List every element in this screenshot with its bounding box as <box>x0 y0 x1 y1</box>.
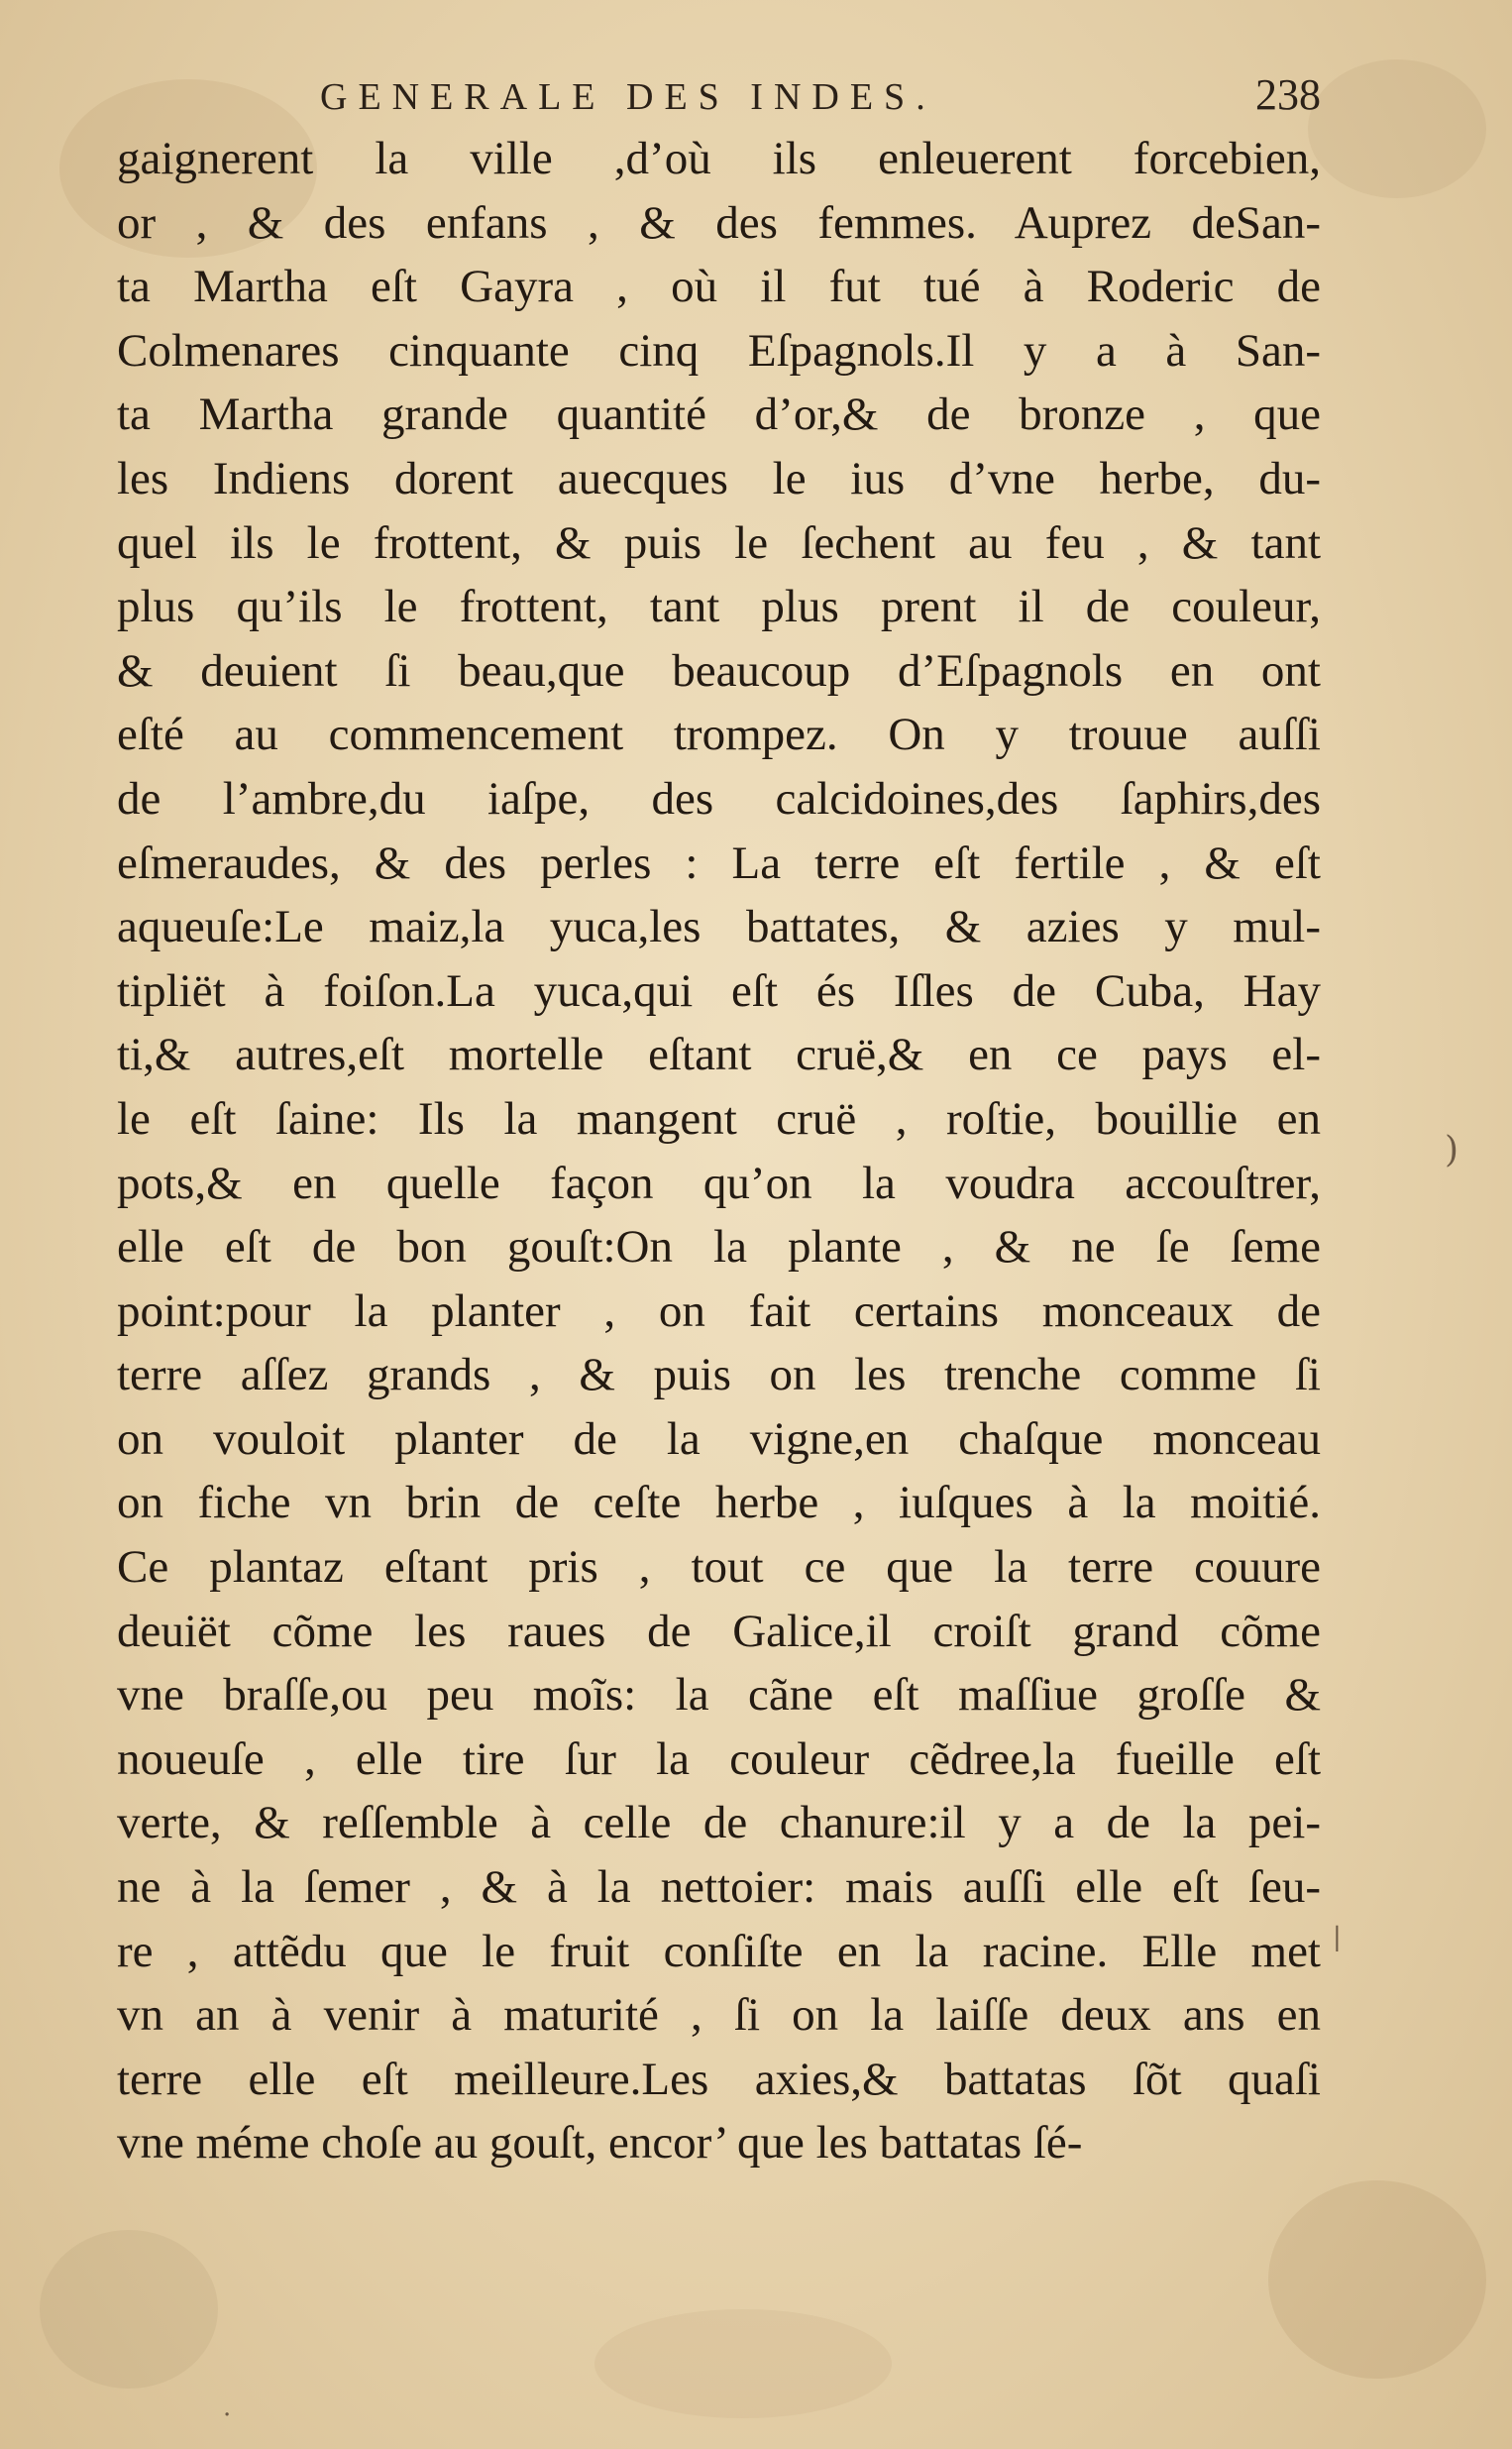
text-line: le eſt ſaine: Ils la mangent cruë , roſtie, bouillie en <box>117 1092 1321 1145</box>
text-line: terre elle eſt meilleure.Les axies,& battatas ſõt quaſi <box>117 2053 1321 2105</box>
text-line: plus qu’ils le frottent, tant plus prent il de couleur, <box>117 581 1321 633</box>
text-line: ta Martha eſt Gayra , où il fut tué à Roderic de <box>117 261 1321 313</box>
margin-mark: ) <box>1445 1130 1459 1170</box>
text-line: quel ils le frottent, & puis le ſechent au feu , & tant <box>117 516 1321 569</box>
text-line: or , & des enfans , & des femmes. Auprez deSan- <box>117 196 1321 249</box>
ink-speck: · <box>223 2400 232 2430</box>
text-line: & deuient ſi beau,que beaucoup d’Eſpagnols en ont <box>117 644 1321 697</box>
text-line: tipliët à foiſon.La yuca,qui eſt és Iſles de Cuba, Hay <box>117 964 1321 1017</box>
paper-stain <box>594 2309 892 2418</box>
paper-stain <box>1308 59 1486 198</box>
text-line: elle eſt de bon gouſt:On la plante , & ne ſe ſeme <box>117 1221 1321 1274</box>
margin-mark: | <box>1333 1923 1342 1952</box>
text-line: les Indiens dorent auecques le ius d’vne herbe, du- <box>117 452 1321 504</box>
text-line: ta Martha grande quantité d’or,& de bronze , que <box>117 389 1321 441</box>
text-line: vne méme choſe au gouſt, encor’ que les battatas ſé- <box>117 2117 1083 2170</box>
text-line: gaignerent la ville ,d’où ils enleuerent forcebien, <box>117 133 1321 184</box>
text-line: noueuſe , elle tire ſur la couleur cẽdree,la fueille eſt <box>117 1732 1321 1785</box>
text-line: aqueuſe:Le maiz,la yuca,les battates, & azies y mul- <box>117 901 1321 953</box>
page-number: 238 <box>1255 70 1321 119</box>
page-header <box>117 69 1321 129</box>
text-line: on vouloit planter de la vigne,en chaſque monceau <box>117 1412 1321 1465</box>
running-title: GENERALE DES INDES. <box>320 76 936 118</box>
text-line: ti,& autres,eſt mortelle eſtant cruë,& en ce pays el- <box>117 1029 1321 1081</box>
text-line: Ce plantaz eſtant pris , tout ce que la terre couure <box>117 1541 1321 1594</box>
text-line: ne à la ſemer , & à la nettoier: mais auſſi elle eſt ſeu- <box>117 1861 1321 1914</box>
text-line: re , attẽdu que le fruit conſiſte en la racine. Elle met <box>117 1925 1321 1977</box>
paper-stain <box>1268 2180 1486 2379</box>
text-line: on fiche vn brin de ceſte herbe , iuſques à la moitié. <box>117 1477 1321 1529</box>
paper-stain <box>40 2230 218 2389</box>
text-line: pots,& en quelle façon qu’on la voudra accouſtrer, <box>117 1157 1321 1209</box>
text-line: verte, & reſſemble à celle de chanure:il y a de la pei- <box>117 1797 1321 1849</box>
body-text <box>117 127 1321 2175</box>
text-line: point:pour la planter , on fait certains monceaux de <box>117 1284 1321 1337</box>
text-line: Colmenares cinquante cinq Eſpagnols.Il y a à San- <box>117 324 1321 377</box>
text-line: terre aſſez grands , & puis on les trenche comme ſi <box>117 1349 1321 1401</box>
text-line: eſmeraudes, & des perles : La terre eſt fertile , & eſt <box>117 836 1321 889</box>
text-line: vn an à venir à maturité , ſi on la laiſſe deux ans en <box>117 1989 1321 2042</box>
text-line: de l’ambre,du iaſpe, des calcidoines,des ſaphirs,des <box>117 772 1321 825</box>
text-line: vne braſſe,ou peu moĩs: la cãne eſt maſſiue groſſe & <box>117 1669 1321 1722</box>
text-line: deuiët cõme les raues de Galice,il croiſt grand cõme <box>117 1605 1321 1657</box>
text-line: eſté au commencement trompez. On y trouue auſſi <box>117 709 1321 761</box>
